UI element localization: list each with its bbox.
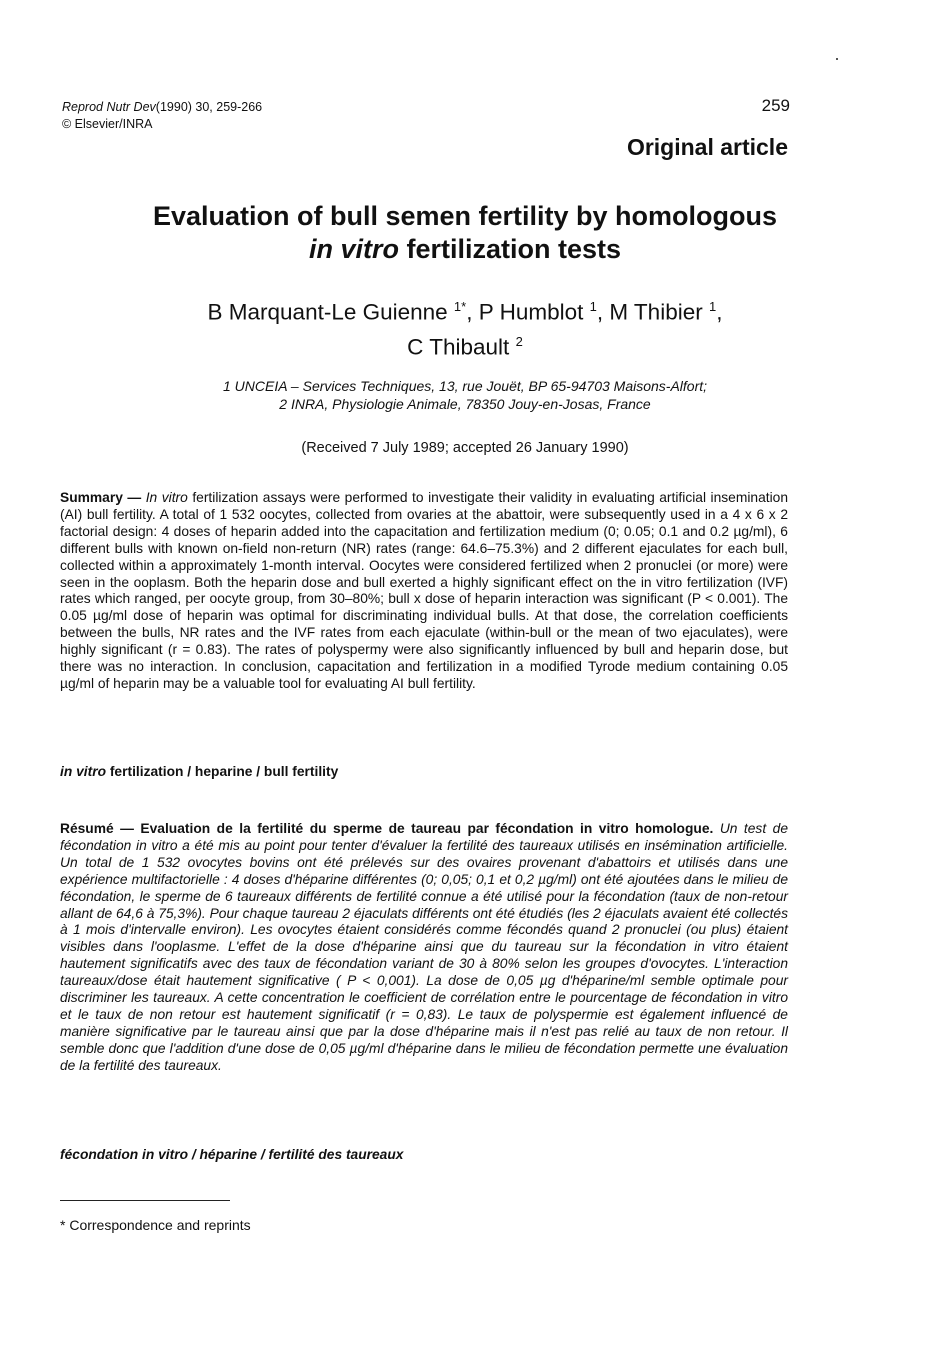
speck-mark — [836, 58, 838, 60]
received-dates: (Received 7 July 1989; accepted 26 January 1990) — [301, 440, 629, 456]
summary-text: fertilization assays were performed to investigate their validity in evaluating artificial insemination (AI) bull fertility. A total of 1 532 oocytes, collected from ovaries at the abattoir, were subsequently used in a 4 x 6 x 2 factorial design: 4 doses of heparin added into the capacitation and fertilization medium (0; 0.05; 0.1 and 0.2 µg/ml), 6 different bulls with known on-field non-return (NR) rates (range: 64.6–75.3%) and 2 different ejaculates for each bull, collected within a approximately 1-month interval. Oocytes were considered fertilized when 2 pronuclei (or more) were seen in the ooplasm. Both the heparin dose and bull exerted a highly significant effect on the in vitro fertilization (IVF) rates which ranged, per oocyte group, from 30–80%; bull x dose of heparin interaction was significant (P < 0.001). The 0.05 µg/ml dose of heparin was optimal for discriminating individual bulls. At that dose, the correlation coefficients between the bulls, NR rates and the IVF rates from each ejaculate (within-bull or the mean of two ejaculates), were highly significant (r = 0.83). The rates of polyspermy were also significantly influenced by bull and heparin dose, but there was no interaction. In conclusion, capacitation and fertilization in a modified Tyrode medium containing 0.05 µg/ml of heparin may be a valuable tool for evaluating AI bull fertility. — [60, 490, 789, 691]
resume-abstract — [60, 821, 788, 1075]
title-line-1: Evaluation of bull semen fertility by homologous — [152, 201, 778, 231]
summary-italic: In vitro — [141, 490, 188, 505]
resume-text: Un test de fécondation in vitro a été mis au point pour tenter d'évaluer la fertilité des taureaux utilisés en insémination artificielle. Un total de 1 532 ovocytes bovins ont été prélevés sur des ovaires provenant d'abattoirs et utilisés dans une expérience multifactorielle : 4 doses d'héparine différentes (0; 0,05; 0,1 et 0,2 µg/ml) ont été ajoutées dans le milieu de fécondation, le sperme de 6 taureaux différents de fertilité connue a été utilisé pour la fécondation (taux de non-retour allant de 64,6 à 75,3%). Pour chaque taureau 2 éjaculats différents ont été étudiés (les 2 éjaculats avaient été collectés à 1 mois d'intervalle environ). Les ovocytes étaient considérés comme fécondés quand 2 pronuclei (ou plus) étaient visibles dans l'ooplasme. L'effet de la dose d'héparine ainsi que du taureau sur la fécondation in vitro étaient hautement significatifs avec des taux de fécondation variant de 30 à 80% selon les groupes d'ovocytes. L'interaction taureaux/dose était hautement significative ( P < 0,001). La dose de 0,05 µg d'héparine/ml semble optimale pour discriminer les taureaux. A cette concentration le coefficient de corrélation entre le pourcentage de fécondation in vitro et le taux de non retour est hautement significatif (r = 0,83). Le taux de polyspermie est également influencé de manière significative par le taureau ainsi que par la dose d'héparine mais il n'est pas relié au taux de non retour. Il semble donc que l'addition d'une dose de 0,05 µg/ml d'héparine dans le milieu de fécondation permette une évaluation de la fertilité des taureaux. — [60, 821, 788, 1073]
keywords-text: fertilization / heparine / bull fertility — [106, 764, 339, 779]
affiliations — [60, 377, 870, 413]
footnote: * Correspondence and reprints — [60, 1217, 251, 1233]
author-4-affil: 2 — [515, 333, 523, 349]
author-2-affil: 1 — [589, 299, 597, 314]
summary-abstract — [60, 490, 788, 693]
summary-label: Summary — — [60, 490, 142, 505]
author-list — [60, 292, 870, 361]
keywords-italic: in vitro — [60, 764, 106, 779]
author-2: , P Humblot — [466, 299, 590, 325]
resume-label: Résumé — Evaluation de la fertilité du sperme de taureau par fécondation in vitro homologue. — [60, 821, 714, 836]
title-italic: in vitro — [308, 234, 399, 264]
journal-name: Reprod Nutr Dev — [62, 100, 156, 114]
author-separator: , — [716, 299, 723, 325]
publisher: © Elsevier/INRA — [62, 117, 153, 131]
page-number: 259 — [761, 96, 790, 115]
affiliation-1: 1 UNCEIA – Services Techniques, 13, rue Jouët, BP 65-94703 Maisons-Alfort; — [222, 378, 708, 394]
author-3-affil: 1 — [708, 299, 717, 314]
keywords — [60, 764, 338, 779]
author-4: C Thibault — [407, 334, 516, 359]
author-3: , M Thibier — [596, 299, 709, 325]
footnote-rule — [60, 1200, 230, 1201]
author-1-affil: 1* — [453, 299, 467, 314]
mots-cles: fécondation in vitro / héparine / fertilité des taureaux — [60, 1147, 404, 1162]
article-type: Original article — [626, 134, 788, 160]
author-1: B Marquant-Le Guienne — [207, 299, 454, 325]
paper-title — [60, 200, 870, 266]
citation: (1990) 30, 259-266 — [155, 100, 263, 114]
affiliation-2: 2 INRA, Physiologie Animale, 78350 Jouy-en-Josas, France — [279, 396, 651, 412]
title-line-2: fertilization tests — [398, 234, 622, 264]
journal-citation — [62, 99, 262, 133]
